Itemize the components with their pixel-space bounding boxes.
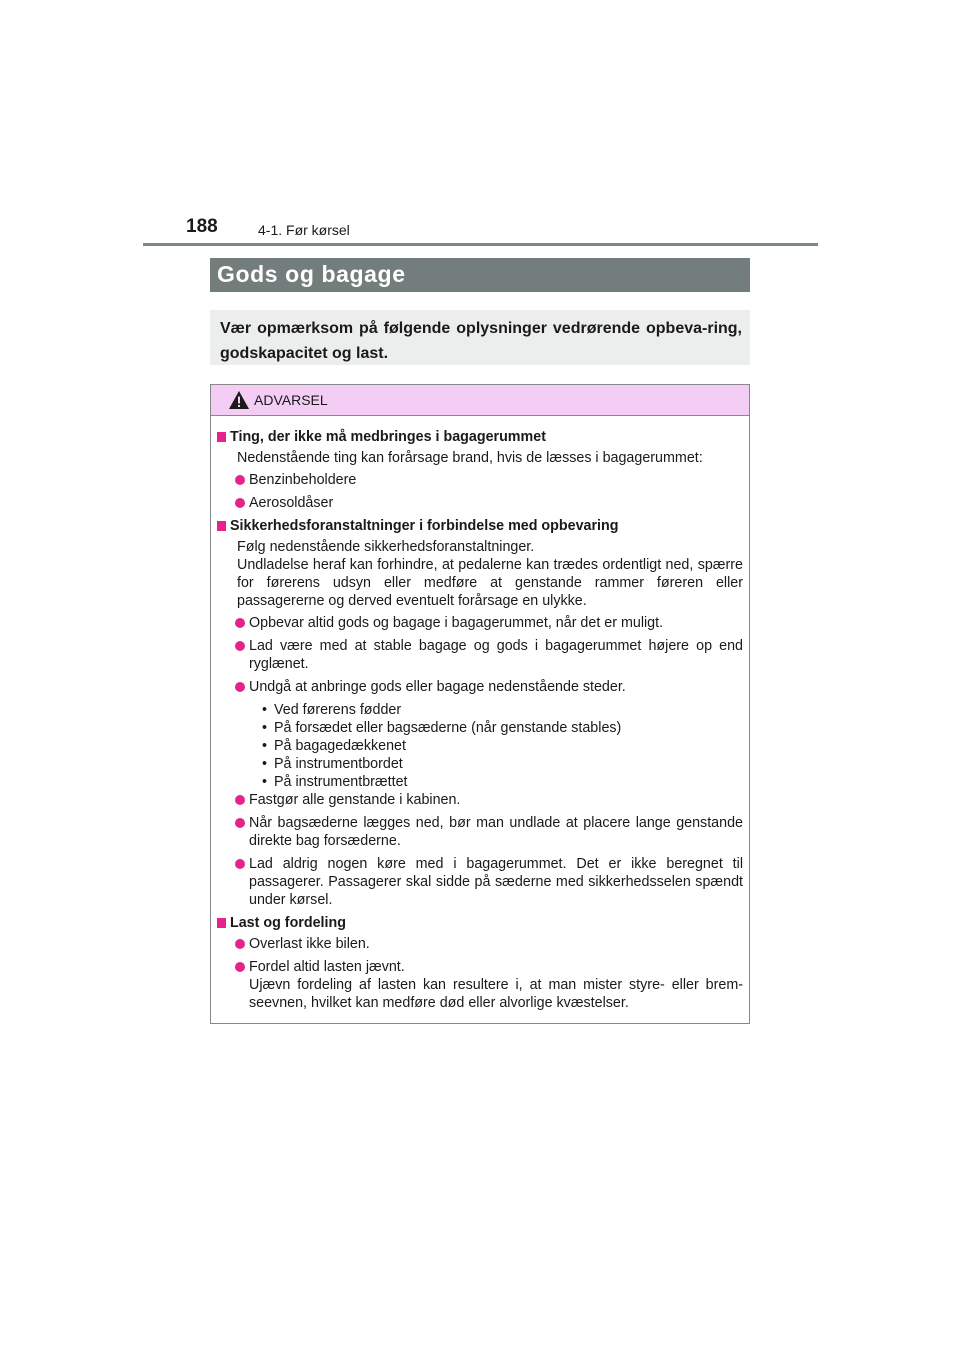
breadcrumb: 4-1. Før kørsel bbox=[258, 222, 350, 238]
sub-list-item: • På forsædet eller bagsæderne (når genstande stables) bbox=[262, 720, 622, 736]
intro-text: Vær opmærksom på følgende oplysninger vedrørende opbeva-ring, godskapacitet og last. bbox=[220, 320, 742, 362]
list-item-text: Fordel altid lasten jævnt. bbox=[249, 959, 405, 975]
circle-bullet-icon bbox=[235, 498, 245, 508]
square-bullet-icon bbox=[217, 432, 226, 442]
sub-list-item: • Ved førerens fødder bbox=[262, 702, 402, 718]
section-heading-text: Ting, der ikke må medbringes i bagagerummet bbox=[230, 429, 546, 445]
sub-list-item-text: På forsædet eller bagsæderne (når genstande stables) bbox=[274, 720, 622, 736]
sub-list-item: • På instrumentbordet bbox=[262, 756, 403, 772]
warning-body bbox=[211, 416, 749, 1012]
circle-bullet-icon bbox=[235, 475, 245, 485]
list-item-text: Når bagsæderne lægges ned, bør man undlade at placere lange genstande direkte bag forsæderne. bbox=[249, 815, 743, 849]
circle-bullet-icon bbox=[235, 641, 245, 651]
circle-bullet-icon bbox=[235, 859, 245, 869]
list-item-text: Lad aldrig nogen køre med i bagagerummet. Det er ikke beregnet til passagerer. Passagerer skal sidde på sæderne med sikkerhedsselen spændt under kørsel. bbox=[249, 856, 743, 908]
list-item bbox=[217, 614, 743, 632]
circle-bullet-icon bbox=[235, 818, 245, 828]
list-item-text: Benzinbeholdere bbox=[249, 472, 357, 488]
list-item bbox=[217, 494, 743, 512]
section-heading bbox=[217, 914, 743, 932]
list-item-text: Opbevar altid gods og bagage i bagagerummet, når det er muligt. bbox=[249, 615, 664, 631]
sub-list bbox=[217, 701, 743, 791]
list-item-text: Lad være med at stable bagage og gods i bagagerummet højere op end ryglænet. bbox=[249, 638, 743, 672]
list-item bbox=[217, 958, 743, 1012]
list-item-text: Fastgør alle genstande i kabinen. bbox=[249, 792, 461, 808]
circle-bullet-icon bbox=[235, 682, 245, 692]
list-item-text: Overlast ikke bilen. bbox=[249, 936, 370, 952]
sub-list-item-text: På bagagedækkenet bbox=[274, 738, 406, 754]
warning-header bbox=[211, 385, 749, 416]
list-item bbox=[217, 678, 743, 696]
square-bullet-icon bbox=[217, 918, 226, 928]
list-item bbox=[217, 471, 743, 489]
section-heading-text: Last og fordeling bbox=[230, 915, 346, 931]
square-bullet-icon bbox=[217, 521, 226, 531]
list-item-text: Aerosoldåser bbox=[249, 495, 334, 511]
section-heading bbox=[217, 517, 743, 535]
page-number: 188 bbox=[186, 216, 218, 237]
warning-triangle-icon bbox=[228, 390, 250, 410]
warning-box bbox=[210, 384, 750, 1024]
sub-list-item: • På instrumentbrættet bbox=[262, 774, 408, 790]
page-title: Gods og bagage bbox=[210, 258, 750, 292]
list-item bbox=[217, 637, 743, 673]
sub-list-item: • På bagagedækkenet bbox=[262, 738, 406, 754]
sub-list-item-text: På instrumentbrættet bbox=[274, 774, 408, 790]
circle-bullet-icon bbox=[235, 795, 245, 805]
warning-label: ADVARSEL bbox=[254, 392, 328, 408]
intro-box bbox=[210, 310, 750, 365]
paragraph: Følg nedenstående sikkerhedsforanstaltninger. bbox=[237, 539, 535, 555]
list-item bbox=[217, 814, 743, 850]
circle-bullet-icon bbox=[235, 939, 245, 949]
circle-bullet-icon bbox=[235, 962, 245, 972]
sub-list-item-text: Ved førerens fødder bbox=[274, 702, 402, 718]
paragraph: Nedenstående ting kan forårsage brand, hvis de læsses i bagagerummet: bbox=[237, 450, 703, 466]
sub-list-item-text: På instrumentbordet bbox=[274, 756, 403, 772]
list-item-note: Ujævn fordeling af lasten kan resultere i, at man mister styre- eller brem-seevnen, hvilket kan medføre død eller alvorlige kvæstelser. bbox=[249, 977, 743, 1011]
circle-bullet-icon bbox=[235, 618, 245, 628]
list-item-text: Undgå at anbringe gods eller bagage nedenstående steder. bbox=[249, 679, 626, 695]
section-heading-text: Sikkerhedsforanstaltninger i forbindelse med opbevaring bbox=[230, 518, 619, 534]
list-item bbox=[217, 935, 743, 953]
header-divider bbox=[143, 243, 818, 246]
paragraph: Undladelse heraf kan forhindre, at pedalerne kan trædes ordentligt ned, spærre for førerens udsyn eller medføre at genstande rammer føreren eller passagererne og derved eventuelt forårsage en ulykke. bbox=[237, 557, 743, 609]
section-heading bbox=[217, 428, 743, 446]
list-item bbox=[217, 855, 743, 909]
list-item bbox=[217, 791, 743, 809]
